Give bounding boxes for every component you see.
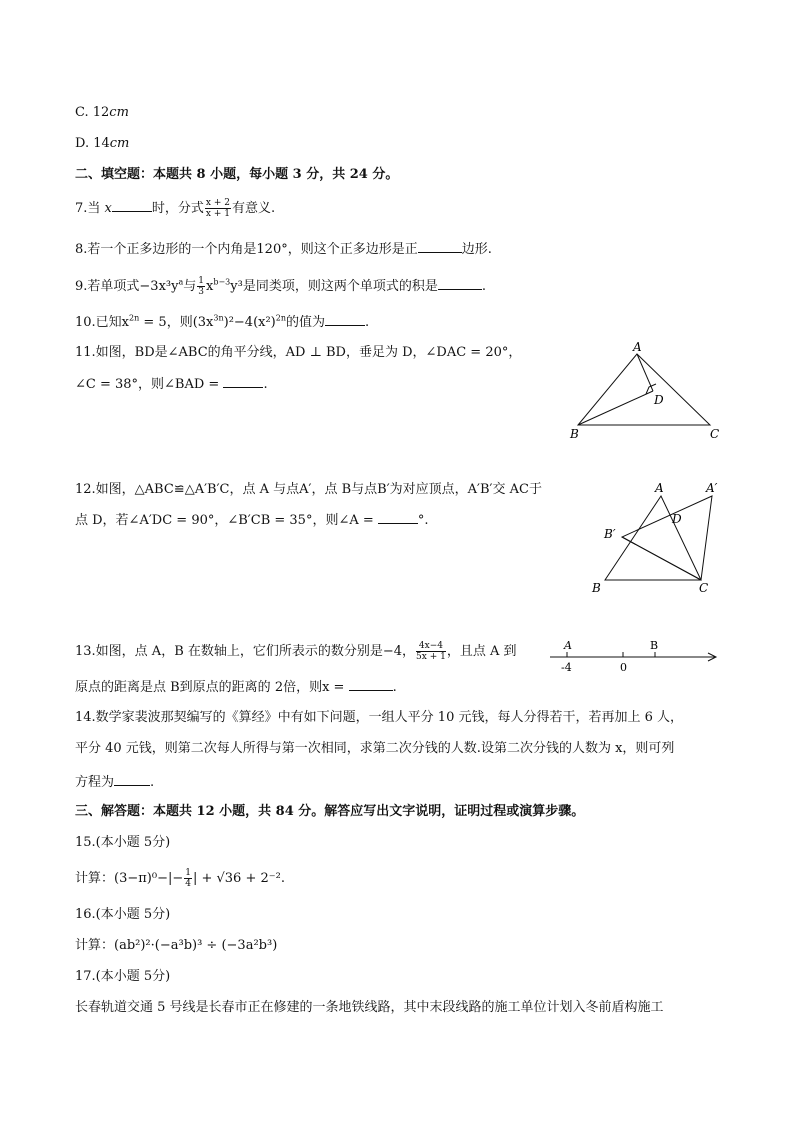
question-16-expression: 计算：(ab²)²·(−a³b)³ ÷ (−3a²b³): [75, 938, 278, 953]
question-9: 9.若单项式$-3x^3y^a$与 $\frac{1}{3}$ $x^{b-3}y^3$是同类项，则这两个单项式的积是 .: [75, 276, 486, 297]
axis-label-a: A: [564, 639, 572, 652]
question-8: 8.若一个正多边形的一个内角是120°，则这个正多边形是正 边形.: [75, 242, 492, 257]
answer-blank[interactable]: [378, 511, 418, 524]
label-b: B: [570, 427, 579, 441]
question-15-title: 15.(本小题 5分): [75, 835, 171, 850]
label-d: D: [672, 512, 682, 526]
fraction: $\frac{x + 2}{x + 1}$: [205, 198, 230, 219]
question-11-line-1: 11.如图，BD是∠ABC的角平分线，AD ⊥ BD，垂足为 D，∠DAC = 20°，: [75, 345, 522, 360]
question-10: 10.已知$x^{2n} = 5$，则$(3x^{3n})^2-4(x^2)^{2n}$的值为 .: [75, 313, 370, 330]
option-d: D. 14cm: [75, 136, 130, 151]
question-17-text: 长春轨道交通 5 号线是长春市正在修建的一条地铁线路，其中末段线路的施工单位计划入冬前盾构施工: [75, 1000, 664, 1015]
axis-tick-zero: 0: [620, 661, 627, 674]
question-11-line-2: ∠C = 38°，则∠BAD = .: [75, 377, 268, 392]
question-15-expression: 计算：(3−π)⁰−|− $\frac{1}{4}$ | + √36 + 2⁻².: [75, 868, 285, 889]
section-2-header: 二、填空题：本题共 8 小题，每小题 3 分，共 24 分。: [75, 167, 399, 182]
question-17-title: 17.(本小题 5分): [75, 969, 171, 984]
triangle-figure-q12: [590, 476, 730, 598]
label-c: C: [699, 581, 709, 595]
option-c: C. 12cm: [75, 105, 129, 120]
question-7: 7.当 x 时，分式 $\frac{x + 2}{x + 1}$ 有意义.: [75, 198, 276, 219]
label-b: B: [592, 581, 601, 595]
answer-blank[interactable]: [325, 313, 365, 326]
question-14-line-2: 平分 40 元钱，则第二次每人所得与第一次相同，求第二次分钱的人数.设第二次分钱的人数为 x，则可列: [75, 741, 675, 756]
question-12-line-1: 12.如图，△ABC≌△A′B′C，点 A 与点A′，点 B与点B′为对应顶点，A′B′交 AC于: [75, 482, 542, 497]
section-3-header: 三、解答题：本题共 12 小题，共 84 分。解答应写出文字说明，证明过程或演算步骤。: [75, 804, 585, 819]
question-14-line-1: 14.数学家裴波那契编写的《算经》中有如下问题，一组人平分 10 元钱，每人分得若干，若再加上 6 人，: [75, 710, 684, 725]
answer-blank[interactable]: [112, 199, 152, 212]
answer-blank[interactable]: [438, 277, 482, 290]
label-a: A: [633, 340, 642, 354]
question-13-line-2: 原点的距离是点 B到原点的距离的 2倍，则x = .: [75, 680, 397, 695]
label-c: C: [710, 427, 720, 441]
label-d: D: [654, 393, 664, 407]
answer-blank[interactable]: [114, 773, 150, 786]
number-line-q13: [545, 636, 725, 678]
answer-blank[interactable]: [349, 678, 393, 691]
label-a: A: [655, 481, 664, 495]
question-14-line-3: 方程为 .: [75, 775, 155, 790]
label-b-prime: B′: [604, 527, 616, 541]
answer-blank[interactable]: [223, 375, 263, 388]
axis-label-b: B: [650, 639, 659, 652]
question-13-line-1: 13.如图，点 A，B 在数轴上，它们所表示的数分别是−4， $\frac{4x-4}{5x + 1}$ ，且点 A 到: [75, 641, 517, 662]
label-a-prime: A′: [706, 481, 718, 495]
triangle-figure-q11: [560, 338, 730, 444]
axis-tick-minus-4: -4: [561, 661, 572, 674]
answer-blank[interactable]: [418, 240, 462, 253]
question-16-title: 16.(本小题 5分): [75, 907, 171, 922]
question-12-line-2: 点 D，若∠A′DC = 90°，∠B′CB = 35°，则∠A = °.: [75, 513, 429, 528]
